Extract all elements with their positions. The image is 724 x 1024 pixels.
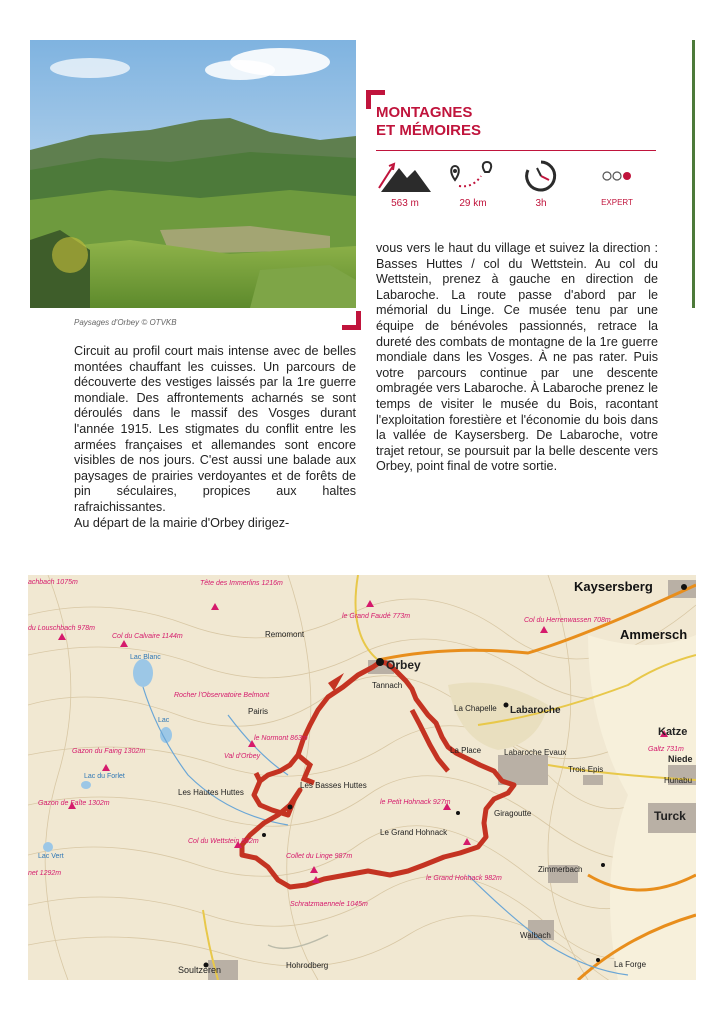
map-peak-label-10: Galtz 731m	[648, 746, 684, 753]
map-label-la-place: La Place	[450, 746, 482, 755]
map-label-la-forge: La Forge	[614, 960, 647, 969]
text-column-right	[376, 241, 658, 475]
map-label-labaroche-evaux: Labaroche Evaux	[504, 748, 567, 757]
map-label-ammersch: Ammersch	[620, 627, 688, 642]
difficulty-dots-icon	[587, 158, 647, 194]
map-peak-label-0: achbach 1075m	[28, 579, 78, 586]
stat-distance	[438, 158, 508, 209]
map-label-tannach: Tannach	[372, 681, 403, 690]
map-peak-label-15: Schratzmaennele 1045m	[290, 901, 368, 908]
landscape-photo	[30, 40, 356, 308]
map-water-label-1: Lac	[158, 717, 170, 724]
map-peak-label-5: Col du Calvaire 1144m	[112, 633, 183, 640]
map-peak-label-13: Col du Wettstein 882m	[188, 838, 259, 845]
photo-caption: Paysages d'Orbey © OTVKB	[74, 318, 177, 327]
map-label-trois-epis: Trois Epis	[568, 765, 604, 774]
route-title-line2: ET MÉMOIRES	[376, 122, 482, 139]
mountain-icon	[375, 158, 435, 194]
map-peak-label-7: le Normont 863m	[254, 735, 308, 742]
route-title	[376, 104, 576, 140]
map-label-hunabu: Hunabu	[664, 776, 693, 785]
next-page-edge	[692, 40, 695, 308]
map-peak-label-17: net 1292m	[28, 870, 62, 877]
map-label-pairis: Pairis	[248, 707, 269, 716]
route-distance-icon	[443, 158, 503, 194]
map-label-hohrodberg: Hohrodberg	[286, 961, 329, 970]
stat-duration-value: 3h	[535, 198, 547, 209]
map-peak-label-3: Col du Herrenwassen 708m	[524, 617, 611, 624]
map-peak-label-1: Tête des Immerlins 1216m	[200, 580, 283, 587]
map-peak-label-9: Val d'Orbey	[224, 753, 261, 760]
stat-difficulty-value: EXPERT	[601, 198, 633, 207]
route-paragraph: vous vers le haut du village et suivez la direction : Basses Huttes / col du Wettstein. Au col du Wettstein, prenez à gauche en direction de Labaroche. La route passe d'abord par le mémorial du Linge. Ce musée tenu par une équipe de bénévoles passionnés, retrace la dureté des combats de montagne de la 1re guerre mondiale dans les Vosges. À ne pas rater. Puis votre parcours continue par une descente ombragée vers Labaroche. À Labaroche prenez le temps de visiter le musée du Bois, racontant l'exploitation forestière et l'économie du bois dans la vallée de Kaysersberg. De Labaroche, votre trajet retour, se poursuit par la belle descente vers Orbey, point final de votre sortie.	[376, 241, 658, 474]
map-water-label-2: Lac du Forlet	[84, 773, 125, 780]
map-label-kaysersberg: Kaysersberg	[574, 579, 653, 594]
map-water-label-3: Lac Vert	[38, 853, 64, 860]
map-label-walbach: Walbach	[520, 931, 551, 940]
route-title-line1: MONTAGNES	[376, 104, 473, 121]
stat-distance-value: 29 km	[459, 198, 487, 209]
map-label-orbey: Orbey	[386, 658, 421, 672]
map-peak-label-4: du Louschbach 978m	[28, 625, 95, 632]
route-map	[28, 575, 696, 980]
map-peak-label-6: Rocher l'Observatoire Belmont	[174, 692, 270, 699]
map-label-le-grand-hohnack: Le Grand Hohnack	[380, 828, 448, 837]
stat-difficulty	[582, 158, 652, 207]
stat-duration	[506, 158, 576, 209]
map-water-label-0: Lac Blanc	[130, 654, 161, 661]
start-paragraph: Au départ de la mairie d'Orbey dirigez-	[74, 515, 290, 530]
title-divider	[376, 150, 656, 151]
stat-elevation-value: 563 m	[391, 198, 419, 209]
map-peak-label-11: Gazon de Faîte 1302m	[38, 800, 110, 807]
intro-paragraph: Circuit au profil court mais intense avec de belles montées chauffant les cuisses. Un parcours de découverte des vestiges laissés par la 1re guerre mondiale. Des affrontements acharnés se sont déroulés dans le massif des Vosges durant l'année 1915. Les stigmates du conflit entre les armées françaises et allemandes sont encore visibles de nos jours. C'est aussi une balade aux paysages de prairies verdoyantes et de forêts de pin séculaires, propices aux haltes rafraichissantes.	[74, 344, 356, 514]
text-column-left	[74, 344, 356, 531]
map-peak-label-14: Collet du Linge 987m	[286, 853, 353, 860]
map-label-remomont: Remomont	[265, 630, 305, 639]
map-label-turck: Turck	[654, 809, 686, 823]
map-peak-label-16: le Grand Hohnack 982m	[426, 875, 502, 882]
map-label-zimmerbach: Zimmerbach	[538, 865, 583, 874]
map-label-hautes-huttes: Les Hautes Huttes	[178, 788, 244, 797]
map-label-giragoutte: Giragoutte	[494, 809, 532, 818]
stat-elevation	[370, 158, 440, 209]
map-peak-label-12: le Petit Hohnack 927m	[380, 799, 451, 806]
duration-clock-icon	[511, 158, 571, 194]
photo-corner-bracket	[342, 311, 361, 330]
map-label-niede: Niede	[668, 754, 693, 764]
map-label-basses-huttes: Les Basses Huttes	[300, 781, 367, 790]
map-peak-label-8: Gazon du Faing 1302m	[72, 748, 146, 755]
map-label-la-chapelle: La Chapelle	[454, 704, 497, 713]
map-label-labaroche: Labaroche	[510, 705, 561, 716]
map-label-soultzeren: Soultzeren	[178, 965, 222, 975]
map-label-katze: Katze	[658, 726, 688, 738]
map-peak-label-2: le Grand Faudé 773m	[342, 613, 411, 620]
